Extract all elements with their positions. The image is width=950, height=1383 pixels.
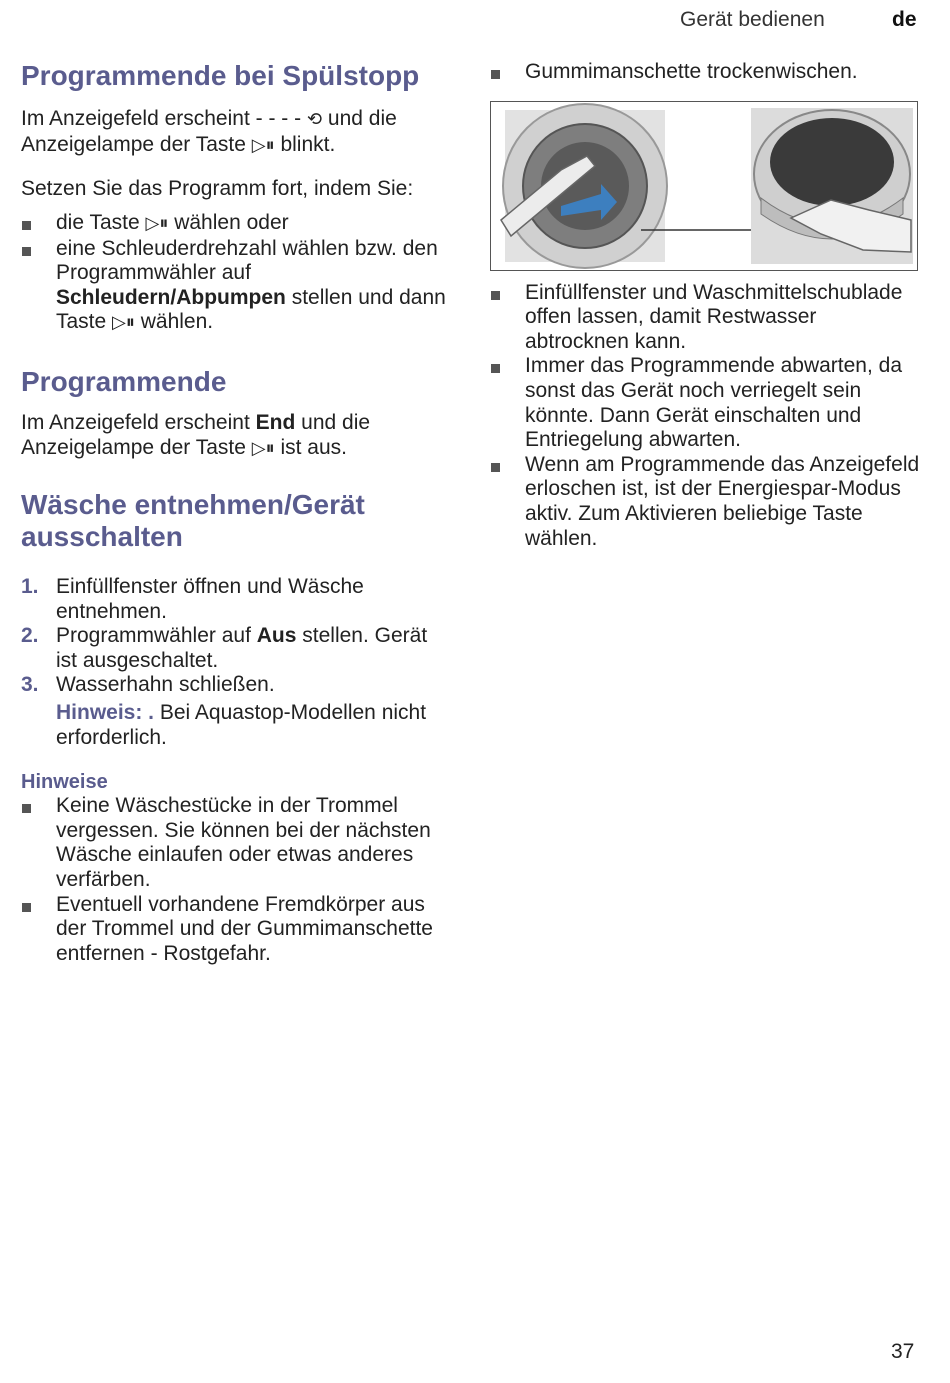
heading-programmende-spuelstopp: Programmende bei Spülstopp xyxy=(21,60,420,91)
rinse-stop-icon: ⟲ xyxy=(306,109,323,130)
paragraph-continue: Setzen Sie das Programm fort, indem Sie: xyxy=(21,177,414,200)
step-item xyxy=(21,624,451,673)
text: stellen. Gerät ist ausgeschaltet. xyxy=(56,624,428,672)
list-item: Immer das Programmende abwarten, da sonst das Gerät noch verriegelt sein könnte. Dann Gerät einschalten und Entriegelung abwarten. xyxy=(490,354,920,452)
notes-list xyxy=(21,794,451,966)
text: blinkt. xyxy=(280,133,336,156)
steps-list xyxy=(21,575,451,750)
bold-term: Aus xyxy=(256,624,297,648)
text: und die Anzeigelampe der Taste xyxy=(21,410,371,459)
text: Einfüllfenster öffnen und Wäsche entnehmen. xyxy=(56,574,364,623)
text: wählen. xyxy=(140,310,214,334)
illustration-gasket-wiping xyxy=(490,101,918,271)
text: stellen und dann Taste xyxy=(56,285,446,334)
tips-list xyxy=(490,281,920,552)
step-number: 1. xyxy=(21,574,39,598)
right-column xyxy=(490,60,920,551)
text: die Taste xyxy=(56,211,140,234)
list-item: Gummimanschette trockenwischen. xyxy=(490,60,920,85)
list-item: Eventuell vorhandene Fremdkörper aus der Trommel und der Gummimanschette entfernen - Rostgefahr. xyxy=(21,893,451,967)
step-item xyxy=(21,673,451,750)
bold-term: End xyxy=(255,410,296,434)
start-pause-icon: ▷⏸ xyxy=(145,213,169,234)
hint-text: Bei Aquastop-Modellen nicht erforderlich. xyxy=(56,700,427,749)
text: und die Anzeigelampe der Taste xyxy=(21,107,397,156)
bold-term: Schleudern/Abpumpen xyxy=(56,285,286,309)
heading-programmende: Programmende xyxy=(21,365,227,397)
hint-label: Hinweis: . xyxy=(56,700,155,724)
text: Im Anzeigefeld erscheint - - - - xyxy=(21,107,302,130)
header-language: de xyxy=(892,8,917,31)
list-item xyxy=(21,237,451,336)
start-pause-icon: ▷⏸ xyxy=(251,135,275,156)
drum-dark xyxy=(770,118,894,206)
left-column xyxy=(21,60,451,966)
list-item: Wenn am Programmende das Anzeigefeld erloschen ist, ist der Energiespar-Modus aktiv. Zum Aktivieren beliebige Taste wählen. xyxy=(490,453,920,551)
text: Programmwähler auf xyxy=(56,624,251,648)
heading-waesche-entnehmen: Wäsche entnehmen/Gerät ausschalten xyxy=(21,488,365,552)
step-number: 2. xyxy=(21,624,39,648)
header-section-title: Gerät bedienen xyxy=(680,8,825,31)
text: Wasserhahn schließen. xyxy=(56,673,275,697)
paragraph-spuelstopp-display xyxy=(21,106,451,158)
text: wählen oder xyxy=(174,211,289,234)
text: ist aus. xyxy=(280,435,347,459)
list-item: Einfüllfenster und Waschmittelschublade offen lassen, damit Restwasser abtrocknen kann. xyxy=(490,281,920,355)
dry-gasket-list xyxy=(490,60,920,85)
step-number: 3. xyxy=(21,673,39,697)
illustration-svg xyxy=(491,102,917,270)
text: Im Anzeigefeld erscheint xyxy=(21,410,250,434)
paragraph-programmende xyxy=(21,410,451,461)
start-pause-icon: ▷⏸ xyxy=(251,437,275,459)
step-item xyxy=(21,575,451,624)
list-item xyxy=(21,211,451,237)
page-number: 37 xyxy=(891,1340,915,1363)
start-pause-icon: ▷⏸ xyxy=(112,312,135,334)
continue-options-list xyxy=(21,211,451,336)
text: eine Schleuderdrehzahl wählen bzw. den Programmwähler auf xyxy=(56,236,438,285)
hint xyxy=(56,701,451,750)
list-item: Keine Wäschestücke in der Trommel vergessen. Sie können bei der nächsten Wäsche einlaufen oder etwas anderes verfärben. xyxy=(21,794,451,892)
notes-heading: Hinweise xyxy=(21,771,108,794)
